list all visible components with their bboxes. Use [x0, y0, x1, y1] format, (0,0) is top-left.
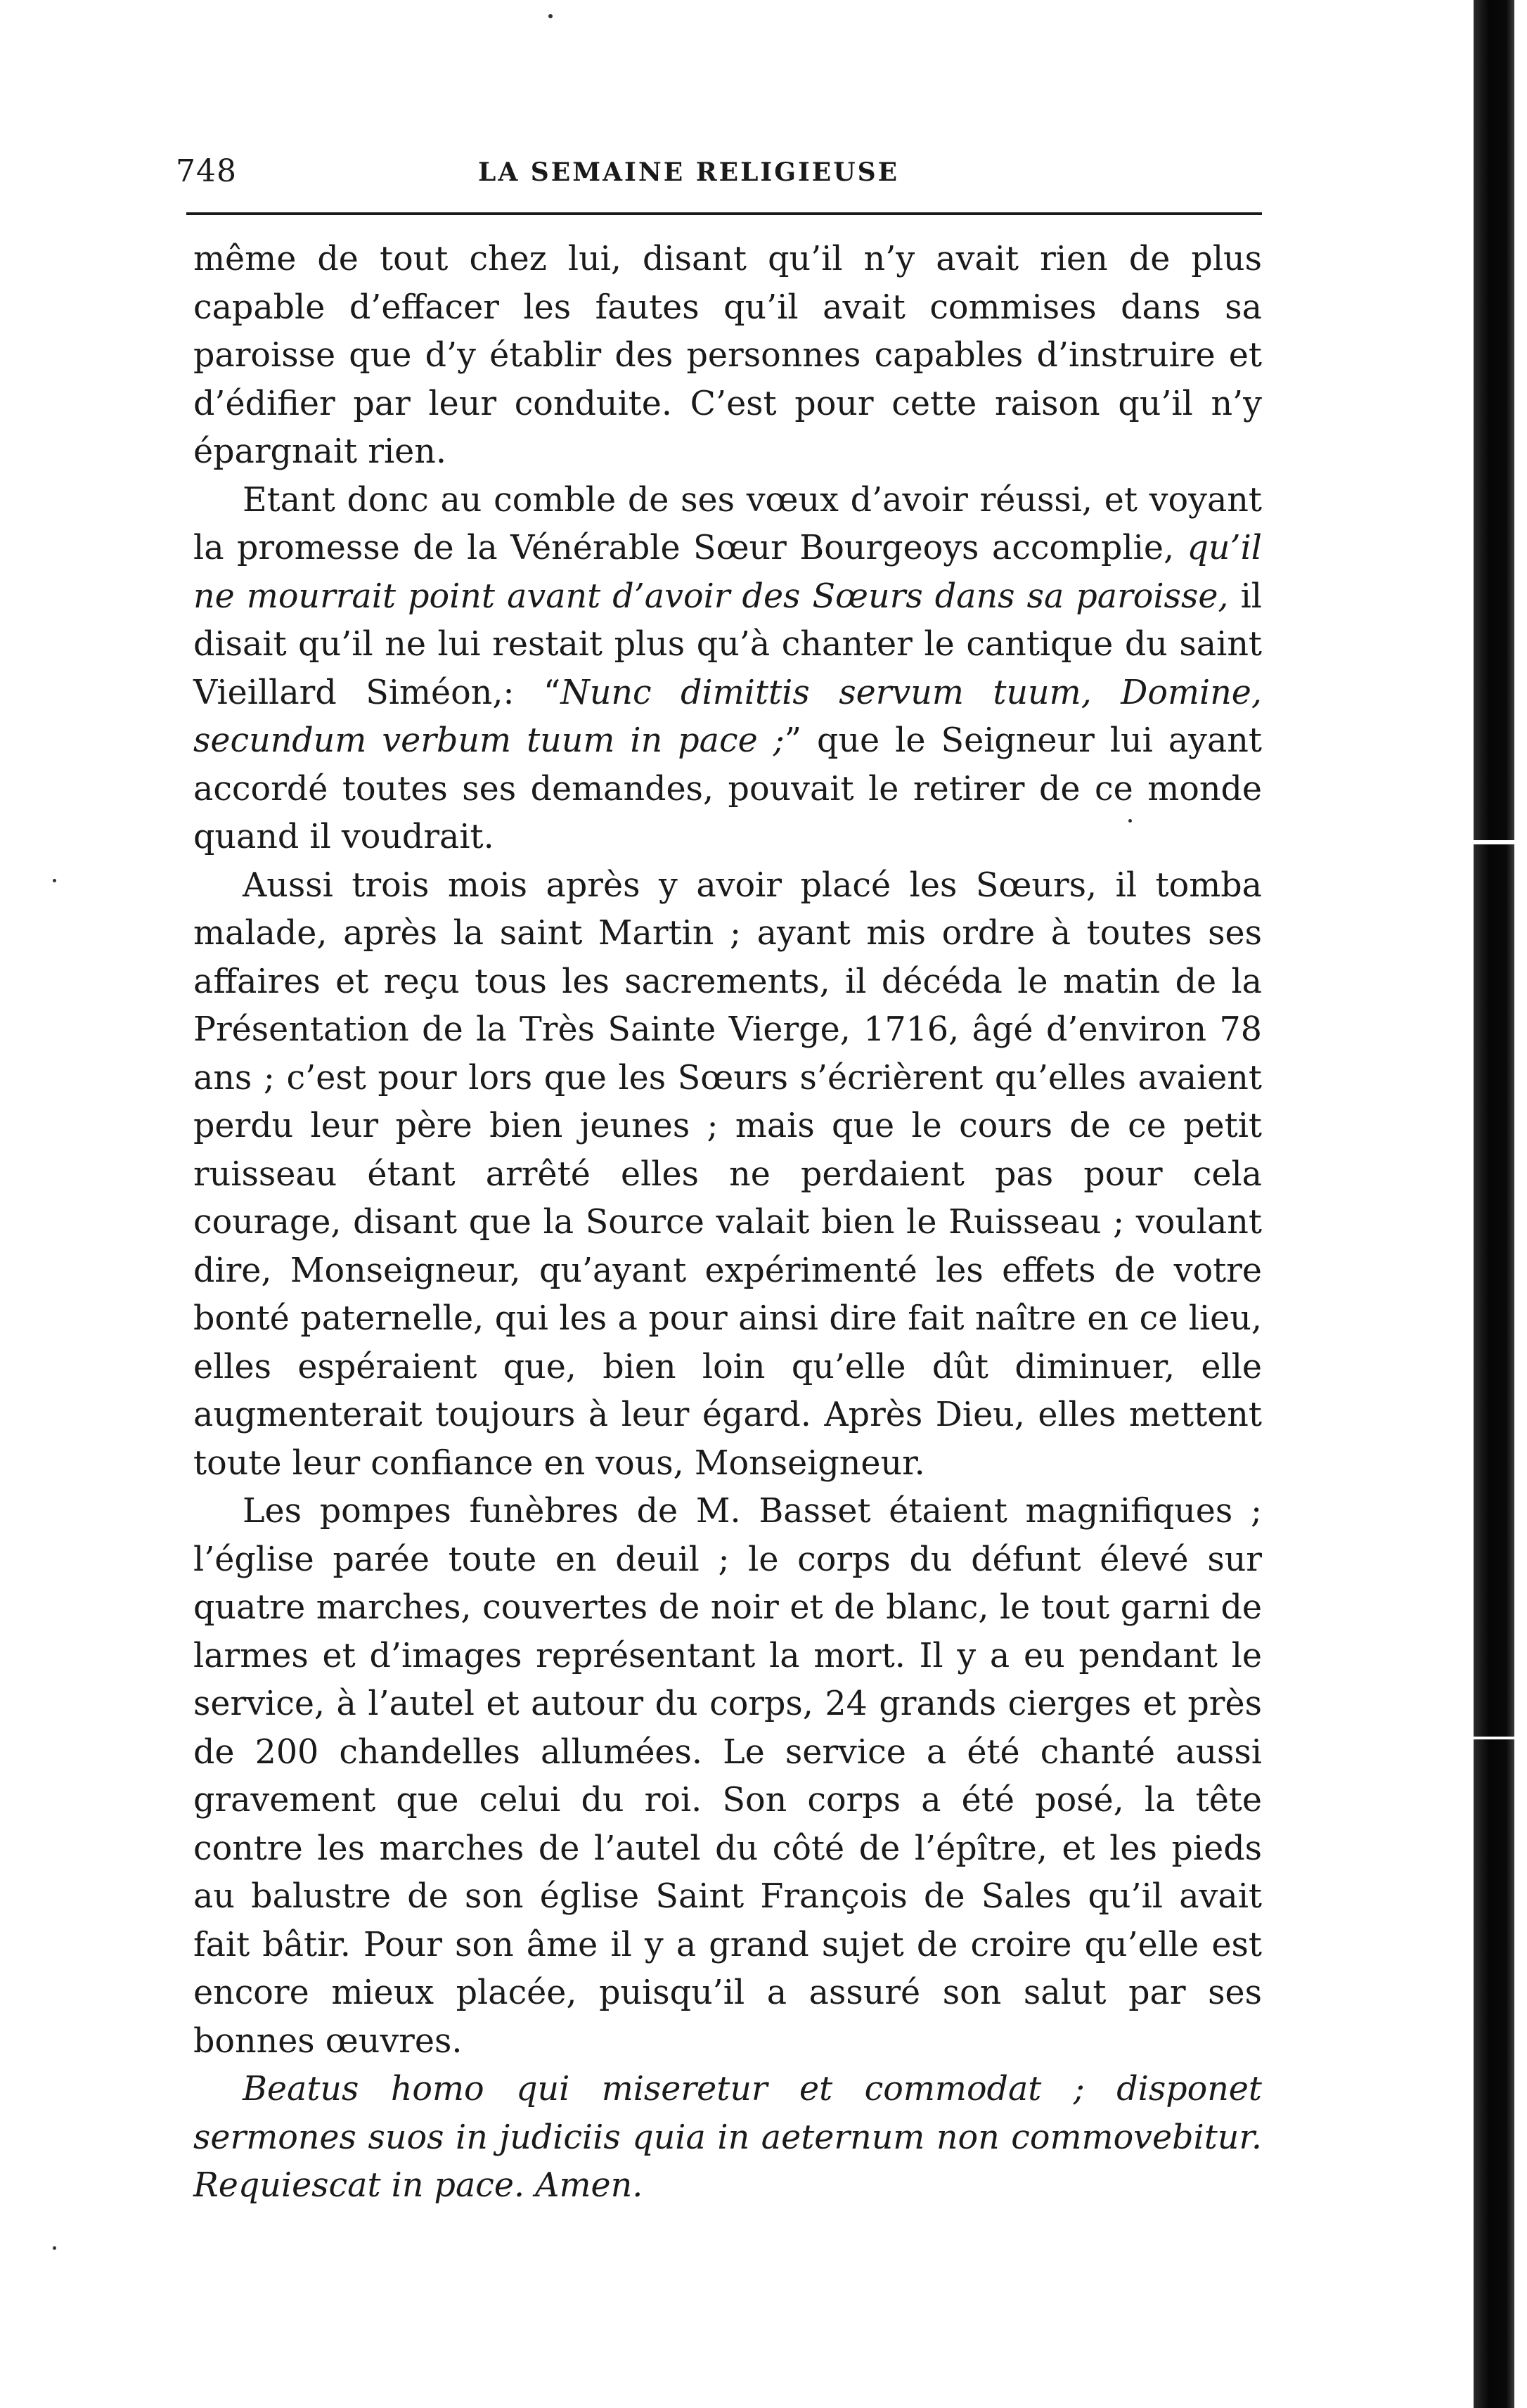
binding-edge	[1474, 0, 1514, 2408]
paragraph-3: Aussi trois mois après y avoir placé les Sœurs, il tomba malade, après la saint Martin ; ayant mis ordre à toutes ses affaires et reçu tous les sacrements, il décéda le matin de la Présentation de la Très Sainte Vierge, 1716, âgé d’environ 78 ans ; c’est pour lors que les Sœurs s’écrièrent qu’elles avaient perdu leur père bien jeunes ; mais que le cours de ce petit ruisseau étant arrêté elles ne perdaient pas pour cela courage, disant que la Source valait bien le Ruisseau ; voulant dire, Monseigneur, qu’ayant expérimenté les effets de votre bonté paternelle, qui les a pour ainsi dire fait naître en ce lieu, elles espéraient que, bien loin qu’elle dût diminuer, elle augmenterait toujours à leur égard. Après Dieu, elles mettent toute leur confiance en vous, Monseigneur.	[193, 865, 1262, 1483]
scan-speck	[548, 14, 553, 18]
scan-speck	[1128, 819, 1132, 823]
body-text	[193, 236, 1262, 2210]
paragraph-1: même de tout chez lui, disant qu’il n’y avait rien de plus capable d’effacer les fautes qu’il avait commises dans sa paroisse que d’y établir des personnes capables d’instruire et d’édifier par leur conduite. C’est pour cette raison qu’il n’y épargnait rien.	[193, 240, 1262, 471]
paragraph-5	[193, 2066, 1262, 2210]
paragraph-2	[193, 477, 1262, 862]
page-header	[176, 153, 1272, 202]
page-number: 748	[176, 153, 237, 189]
header-rule	[186, 212, 1262, 215]
paragraph-2-quote-italic: qu’il ne mourrait point avant d’avoir des Sœurs dans sa paroisse,	[193, 529, 1262, 616]
running-title: LA SEMAINE RELIGIEUSE	[478, 157, 900, 187]
paragraph-5-latin-italic: Beatus homo qui miseretur et commodat ; disponet sermones suos in judiciis quia in aeternum non commovebitur. Requiescat in pace. Amen.	[193, 2070, 1262, 2205]
paragraph-2-text-a: Etant donc au comble de ses vœux d’avoir réussi, et voyant la promesse de la Vénérable Sœur Bourgeoys accomplie,	[193, 480, 1262, 567]
binding-gap	[1474, 840, 1514, 844]
paragraph-2-text-c: il disait qu’il ne lui restait plus qu’à chanter le cantique du saint Vieillard Siméon,: “	[193, 577, 1262, 712]
scan-speck	[53, 879, 56, 882]
binding-gap	[1474, 1737, 1514, 1739]
paragraph-2-latin-italic: Nunc dimittis servum tuum, Domine, secundum verbum tuum in pace ;	[193, 673, 1263, 760]
paragraph-4: Les pompes funèbres de M. Basset étaient magnifiques ; l’église parée toute en deuil ; le corps du défunt élevé sur quatre marches, couvertes de noir et de blanc, le tout garni de larmes et d’images représentant la mort. Il y a eu pendant le service, à l’autel et autour du corps, 24 grands cierges et près de 200 chandelles allumées. Le service a été chanté aussi gravement que celui du roi. Son corps a été posé, la tête contre les marches de l’autel du côté de l’épître, et les pieds au balustre de son église Saint François de Sales qu’il avait fait bâtir. Pour son âme il y a grand sujet de croire qu’elle est encore mieux placée, puisqu’il a assuré son salut par ses bonnes œuvres.	[193, 1492, 1262, 2061]
paragraph-2-text-e: ” que le Seigneur lui ayant accordé toutes ses demandes, pouvait le retirer de ce monde quand il voudrait.	[193, 721, 1262, 856]
scan-speck	[53, 2246, 56, 2250]
